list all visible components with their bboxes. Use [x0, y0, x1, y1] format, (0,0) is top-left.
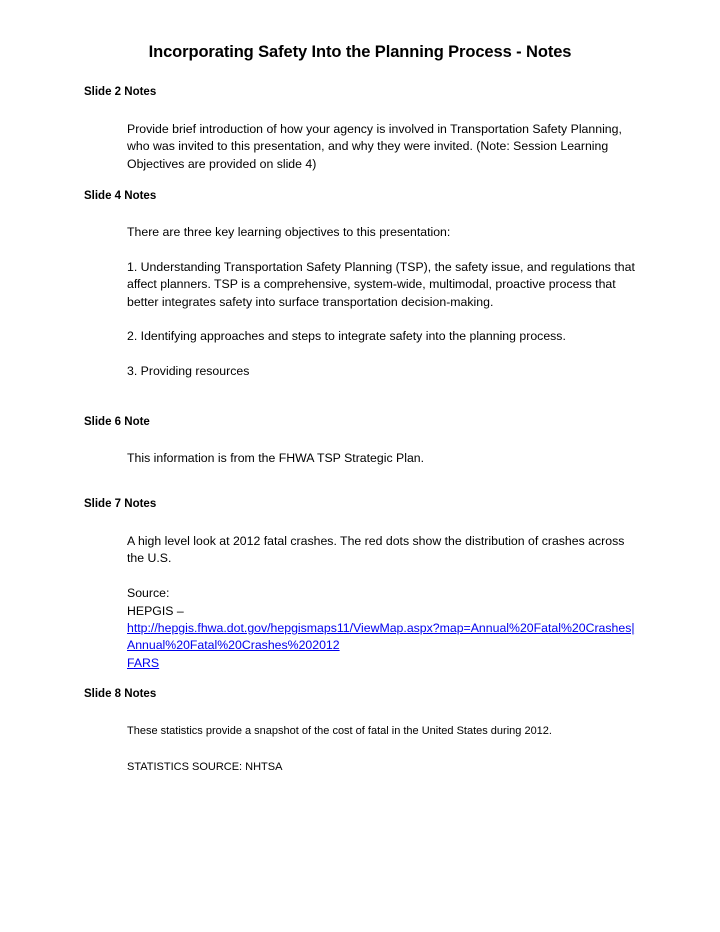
objective-item: 3. Providing resources: [127, 364, 250, 379]
page-title: Incorporating Safety Into the Planning Process - Notes: [148, 43, 572, 61]
fars-link-line: [127, 655, 637, 672]
slide-6-notes: [127, 450, 637, 467]
statistics-source: STATISTICS SOURCE: NHTSA: [127, 761, 283, 773]
slide-7-body: A high level look at 2012 fatal crashes. The red dots show the distribution of crashes across the U.S.: [127, 534, 625, 566]
hepgis-link-line: [127, 620, 637, 655]
slide-4-notes: [127, 224, 637, 381]
slide-8-notes: [127, 724, 637, 775]
fars-link[interactable]: FARS: [127, 655, 160, 670]
slide-2-body: Provide brief introduction of how your agency is involved in Transportation Safety Planning, who was invited to this presentation, and why they were invited. (Note: Session Learning Objectives are provided on slide 4): [127, 122, 622, 171]
slide-8-heading: Slide 8 Notes: [84, 688, 157, 700]
objective-item: 2. Identifying approaches and steps to integrate safety into the planning process.: [127, 329, 566, 344]
hepgis-link[interactable]: http://hepgis.fhwa.dot.gov/hepgismaps11/ViewMap.aspx?map=Annual%20Fatal%20Crashes|Annual%20Fatal%20Crashes%202012: [127, 621, 635, 653]
slide-7-notes: [127, 533, 637, 672]
slide-7-heading: Slide 7 Notes: [84, 498, 157, 510]
source-label: Source:: [127, 586, 170, 601]
slide-8-body: These statistics provide a snapshot of the cost of fatal in the United States during 2012.: [127, 725, 552, 737]
hepgis-label: HEPGIS –: [127, 603, 184, 618]
slide-6-heading: Slide 6 Note: [84, 416, 150, 428]
slide-2-notes: [127, 121, 637, 173]
slide-4-intro: There are three key learning objectives to this presentation:: [127, 225, 451, 239]
slide-6-body: This information is from the FHWA TSP Strategic Plan.: [127, 451, 425, 465]
objective-item: 1. Understanding Transportation Safety Planning (TSP), the safety issue, and regulations that affect planners. TSP is a comprehensive, system-wide, multimodal, proactive process that better integrates safety into surface transportation decision-making.: [127, 259, 635, 309]
slide-2-heading: Slide 2 Notes: [84, 86, 157, 98]
slide-4-heading: Slide 4 Notes: [84, 190, 157, 202]
